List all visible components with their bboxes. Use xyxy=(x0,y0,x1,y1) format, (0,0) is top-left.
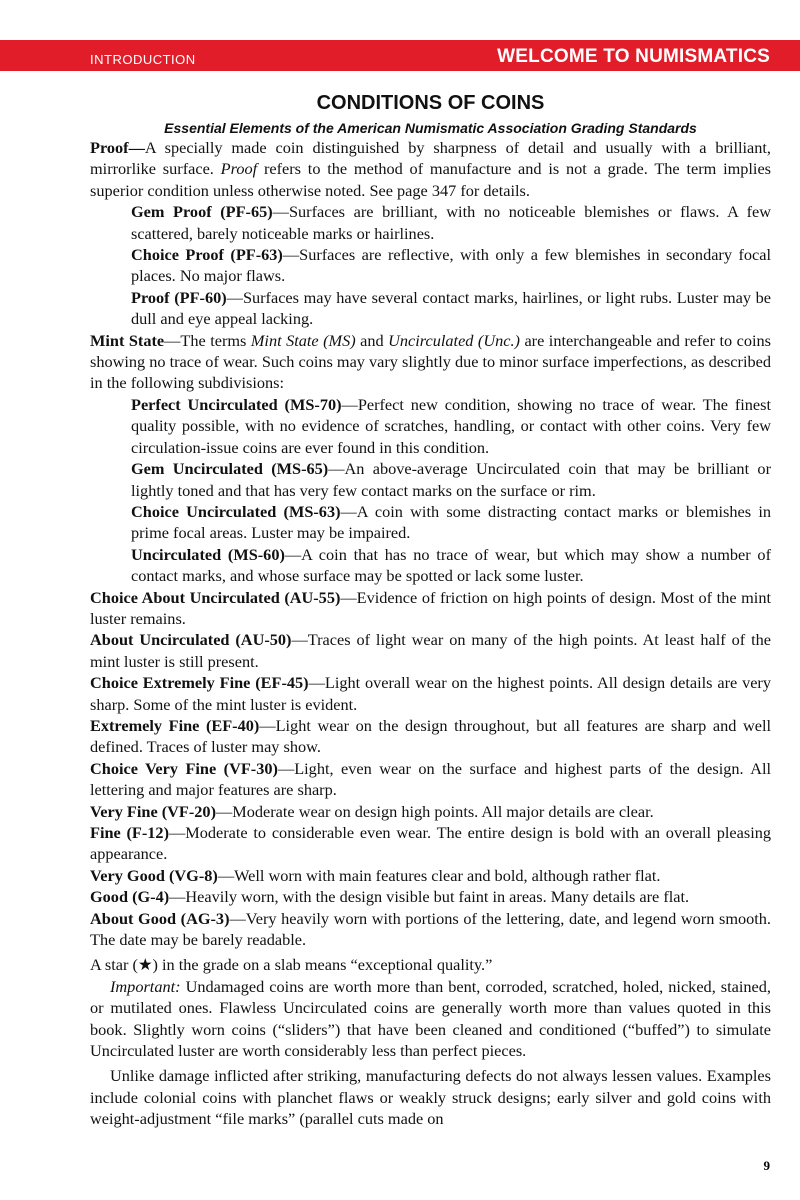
grade-term: Choice Uncirculated (MS-63) xyxy=(131,501,341,521)
grade-term: Good (G-4) xyxy=(90,887,170,907)
grade-term: About Good (AG-3) xyxy=(90,908,230,928)
grade-term: Choice Extremely Fine (EF-45) xyxy=(90,673,309,693)
grade-text: —Very heavily worn with portions of the lettering, date, and legend worn smooth. The date may be barely readable. xyxy=(90,908,771,950)
grade-entry xyxy=(90,822,771,865)
grade-text: —Light wear on the design throughout, but all features are sharp and well defined. Traces of luster may show. xyxy=(90,715,771,757)
grade-entry xyxy=(90,865,771,886)
grade-term: Very Good (VG-8) xyxy=(90,865,218,885)
grade-text: —Surfaces are reflective, with only a few blemishes in secondary focal places. No major flaws. xyxy=(131,245,771,286)
grade-text: —A coin that has no trace of wear, but which may show a number of contact marks, and whose surface may be spotted or lack some luster. xyxy=(131,544,771,586)
page-body xyxy=(90,86,771,1130)
grade-text: —Surfaces may have several contact marks, hairlines, or light rubs. Luster may be dull and eye appeal lacking. xyxy=(131,287,771,329)
grade-entry xyxy=(90,908,771,951)
grade-term: Very Fine (VF-20) xyxy=(90,801,216,821)
chapter-title: WELCOME TO NUMISMATICS xyxy=(497,46,770,67)
grade-entry xyxy=(90,394,771,458)
grade-entry xyxy=(90,886,771,907)
grade-text: —The terms xyxy=(164,330,251,350)
grade-text: —Evidence of friction on high points of design. Most of the mint luster remains. xyxy=(90,587,771,628)
page-header xyxy=(0,40,800,71)
grade-entry xyxy=(90,201,771,244)
italic-term: Uncirculated (Unc.) xyxy=(388,330,520,350)
grade-text: are interchangeable and refer to coins showing no trace of wear. Such coins may vary slightly due to minor surface imperfections, as described in the following subdivisions: xyxy=(90,330,772,393)
grade-entry xyxy=(90,672,771,715)
grade-entry xyxy=(90,458,771,501)
page-number: 9 xyxy=(763,1158,770,1173)
grade-text: —Traces of light wear on many of the high points. At least half of the mint luster is still present. xyxy=(90,630,771,671)
star-note: A star (★) in the grade on a slab means “exceptional quality.” xyxy=(90,955,493,975)
proof-paragraph xyxy=(90,137,771,201)
grade-term: Proof— xyxy=(90,138,145,157)
page-subtitle: Essential Elements of the American Numismatic Association Grading Standards xyxy=(164,120,697,136)
section-label: INTRODUCTION xyxy=(90,52,196,67)
unlike-paragraph: Unlike damage inflicted after striking, manufacturing defects do not always lessen values. Examples include colonial coins with planchet flaws or weakly struck designs; early silver and gold coins with weight-adjustment “file marks” (parallel cuts made on xyxy=(90,1066,771,1129)
grade-text: —Moderate wear on design high points. All major details are clear. xyxy=(216,801,654,821)
grade-entry xyxy=(90,544,771,587)
grade-entry xyxy=(90,501,771,544)
important-paragraph xyxy=(90,976,771,1062)
grade-text: —Well worn with main features clear and bold, although rather flat. xyxy=(217,865,661,885)
grade-text: and xyxy=(355,330,389,350)
grade-entry xyxy=(90,587,771,630)
italic-term: Proof xyxy=(220,159,258,179)
grade-term: Uncirculated (MS-60) xyxy=(131,544,285,564)
grade-text: —Heavily worn, with the design visible but faint in areas. Many details are flat. xyxy=(169,887,690,907)
grade-entry xyxy=(90,287,771,330)
grade-term: Fine (F-12) xyxy=(90,823,169,842)
grade-text: —Light, even wear on the surface and highest parts of the design. All lettering and major features are sharp. xyxy=(90,758,771,800)
grade-entry xyxy=(90,801,771,822)
important-label: Important: xyxy=(110,976,181,996)
grade-term: About Uncirculated (AU-50) xyxy=(90,630,292,650)
grade-text: —Moderate to considerable even wear. The entire design is bold with an overall pleasing appearance. xyxy=(90,823,772,864)
grade-term: Choice Very Fine (VF-30) xyxy=(90,758,278,778)
grade-term: Gem Uncirculated (MS-65) xyxy=(131,459,329,479)
grade-text: —Surfaces are brilliant, with no noticeable blemishes or flaws. A few scattered, barely noticeable marks or hairlines. xyxy=(131,202,771,243)
page-title: CONDITIONS OF COINS xyxy=(316,92,545,114)
grade-text: A specially made coin distinguished by sharpness of detail and usually with a brilliant, mirrorlike surface. xyxy=(90,138,771,179)
grade-text: —A coin with some distracting contact marks or blemishes in prime focal areas. Luster may be impaired. xyxy=(131,501,771,543)
grade-term: Gem Proof (PF-65) xyxy=(131,202,273,222)
grade-term: Proof (PF-60) xyxy=(131,287,227,307)
italic-term: Mint State (MS) xyxy=(250,330,356,350)
grade-term: Perfect Uncirculated (MS-70) xyxy=(131,394,342,414)
grade-entry xyxy=(90,244,771,287)
grade-term: Extremely Fine (EF-40) xyxy=(90,715,260,735)
grade-text: refers to the method of manufacture and is not a grade. The term implies superior condition unless otherwise noted. See page 347 for details. xyxy=(90,159,772,200)
grade-entry xyxy=(90,715,771,758)
grade-text: —An above-average Uncirculated coin that may be brilliant or lightly toned and that has very few contact marks on the surface or rim. xyxy=(131,459,771,500)
grade-term: Choice Proof (PF-63) xyxy=(131,245,283,265)
grade-text: —Perfect new condition, showing no trace of wear. The finest quality possible, with no evidence of scratches, handling, or contact with other coins. Very few circulation-issue coins are ever found in this condition. xyxy=(131,394,771,457)
grade-term: Choice About Uncirculated (AU-55) xyxy=(90,587,341,607)
important-text: Undamaged coins are worth more than bent, corroded, scratched, holed, nicked, stained, or mutilated ones. Flawless Uncirculated coins are generally worth more than values quoted in this book. Slightly worn coins (“sliders”) that have been cleaned and conditioned (“buffed”) to simulate Uncirculated luster are worth considerably less than perfect pieces. xyxy=(90,976,771,1061)
grade-text: —Light overall wear on the highest points. All design details are very sharp. Some of the mint luster is evident. xyxy=(90,673,771,714)
grade-term: Mint State xyxy=(90,330,165,350)
grade-entry xyxy=(90,758,771,801)
mint-state-paragraph xyxy=(90,330,771,394)
grade-entry xyxy=(90,629,771,672)
